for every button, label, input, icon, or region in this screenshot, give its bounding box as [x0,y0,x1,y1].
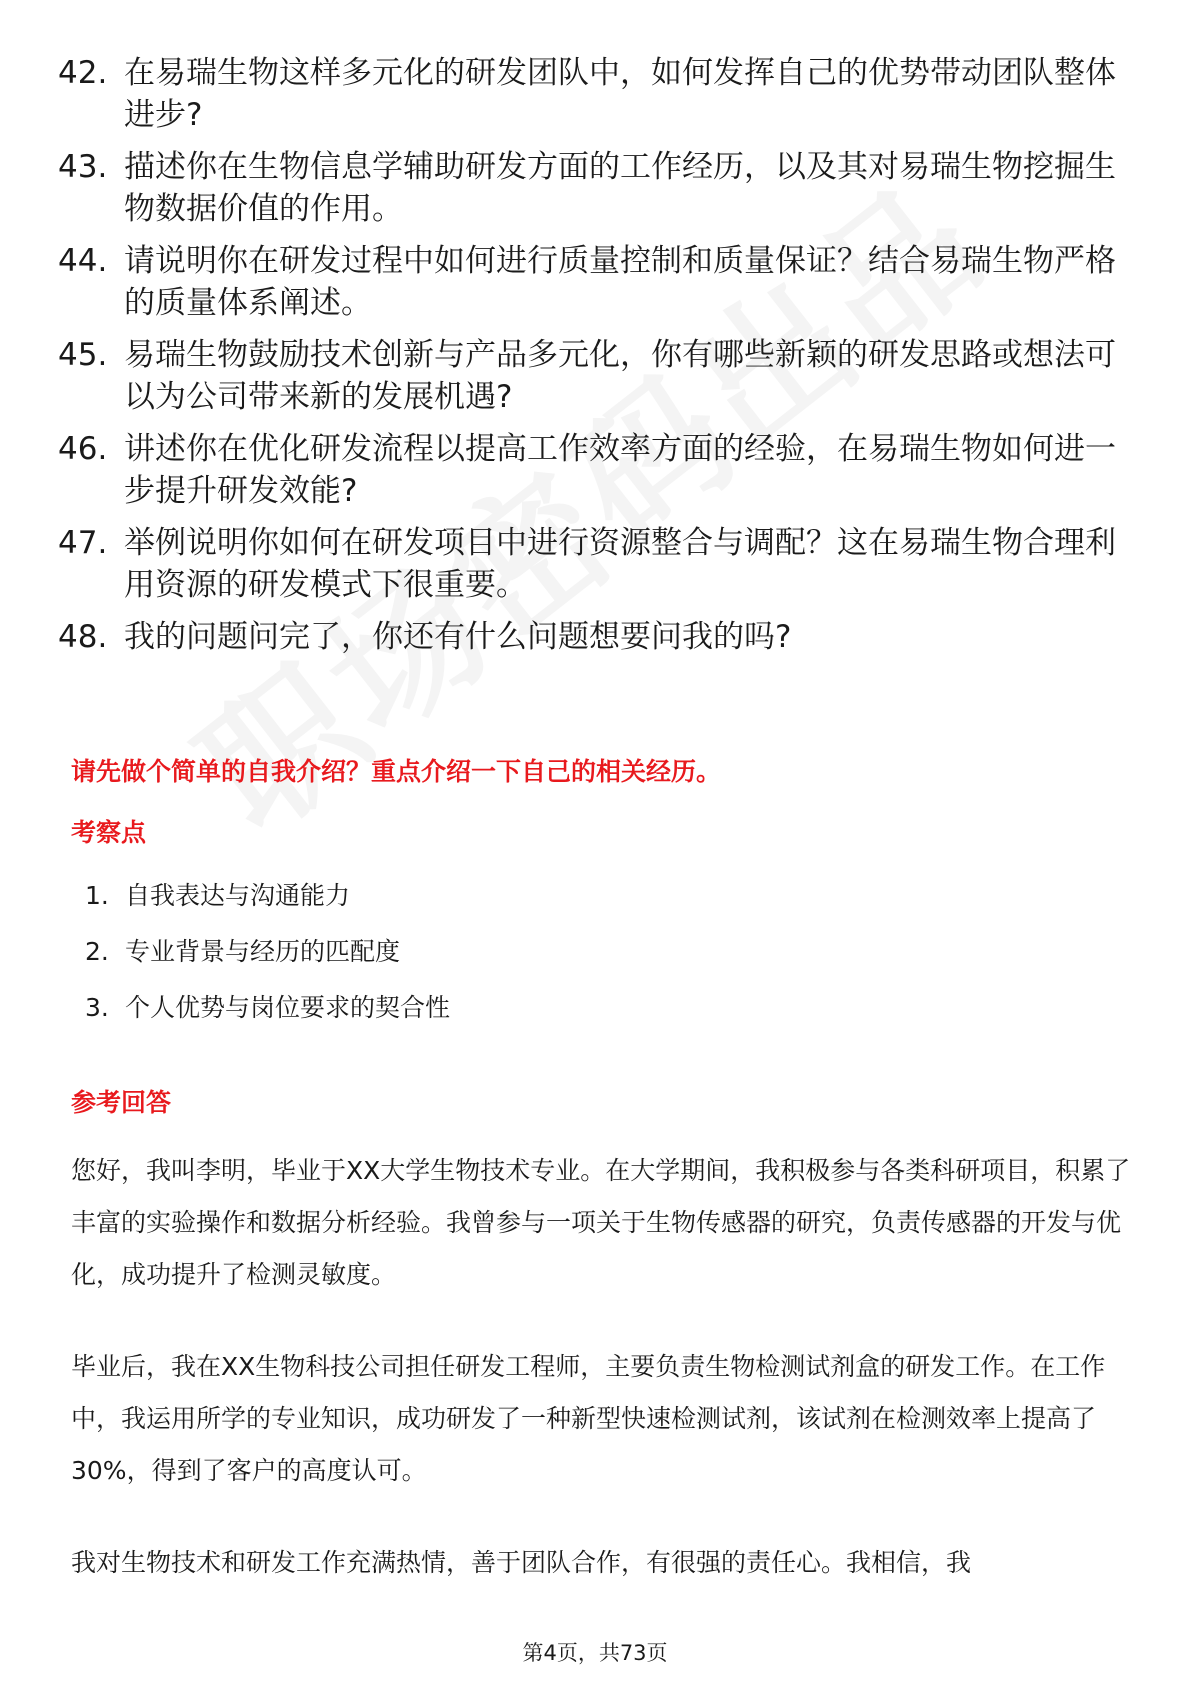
question-text: 易瑞生物鼓励技术创新与产品多元化，你有哪些新颖的研发思路或想法可以为公司带来新的发展机遇? [124,337,1116,415]
question-text: 在易瑞生物这样多元化的研发团队中，如何发挥自己的优势带动团队整体进步? [124,55,1116,133]
question-number: 48. [58,619,108,655]
question-item [58,240,1128,324]
list-number: 3. [85,993,109,1022]
answer-paragraph: 您好，我叫李明，毕业于XX大学生物技术专业。在大学期间，我积极参与各类科研项目，积累了丰富的实验操作和数据分析经验。我曾参与一项关于生物传感器的研究，负责传感器的开发与优化，成功提升了检测灵敏度。 [71,1156,1131,1289]
question-item [58,522,1128,606]
question-text: 描述你在生物信息学辅助研发方面的工作经历，以及其对易瑞生物挖掘生物数据价值的作用。 [124,149,1116,227]
list-text: 自我表达与沟通能力 [125,881,351,910]
question-item [58,616,1128,658]
question-item [58,428,1128,512]
question-number: 46. [58,431,108,467]
question-item [58,334,1128,418]
question-text: 举例说明你如何在研发项目中进行资源整合与调配？这在易瑞生物合理利用资源的研发模式下很重要。 [124,525,1116,603]
question-number: 42. [58,55,108,91]
list-number: 1. [85,881,109,910]
reference-answer [71,1145,1131,1629]
section-title: 请先做个简单的自我介绍？重点介绍一下自己的相关经历。 [71,757,722,786]
question-number: 45. [58,337,108,373]
list-item [85,990,985,1026]
list-number: 2. [85,937,109,966]
question-text: 请说明你在研发过程中如何进行质量控制和质量保证？结合易瑞生物严格的质量体系阐述。 [124,243,1116,321]
answer-paragraph: 毕业后，我在XX生物科技公司担任研发工程师，主要负责生物检测试剂盒的研发工作。在工作中，我运用所学的专业知识，成功研发了一种新型快速检测试剂，该试剂在检测效率上提高了30%，得到了客户的高度认可。 [71,1352,1106,1485]
question-item [58,146,1128,230]
question-text: 我的问题问完了，你还有什么问题想要问我的吗? [124,619,792,655]
question-number: 44. [58,243,108,279]
question-number: 43. [58,149,108,185]
assessment-points-label: 考察点 [71,818,147,847]
list-text: 个人优势与岗位要求的契合性 [125,993,451,1022]
answer-paragraph: 我对生物技术和研发工作充满热情，善于团队合作，有很强的责任心。我相信，我 [71,1548,972,1577]
question-item [58,52,1128,136]
list-item [85,878,985,914]
list-item [85,934,985,970]
reference-answer-label: 参考回答 [71,1088,172,1117]
page-footer: 第4页，共73页 [522,1641,668,1665]
assessment-points-list [85,878,985,1046]
list-text: 专业背景与经历的匹配度 [125,937,401,966]
question-list [58,52,1128,668]
question-text: 讲述你在优化研发流程以提高工作效率方面的经验，在易瑞生物如何进一步提升研发效能? [124,431,1116,509]
question-number: 47. [58,525,108,561]
